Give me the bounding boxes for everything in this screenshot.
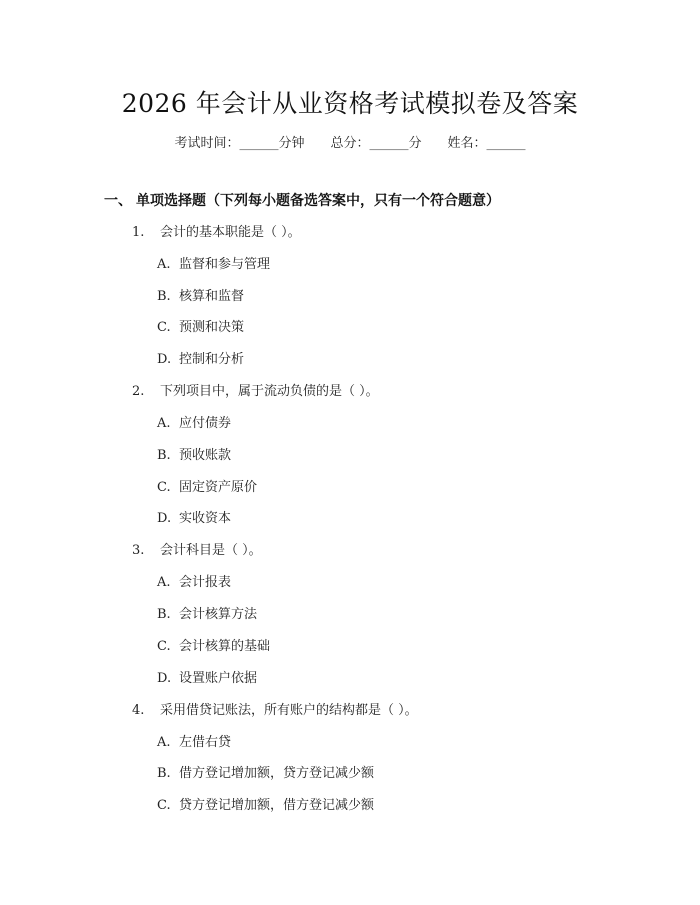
exam-info-line (0, 132, 700, 151)
answer-option (157, 352, 244, 368)
answer-option (157, 607, 257, 623)
question (132, 543, 262, 559)
question (132, 703, 418, 719)
option-text: 借方登记增加额，贷方登记减少额 (179, 766, 375, 781)
answer-option (157, 798, 374, 814)
option-text: 预收账款 (179, 448, 232, 463)
option-label: D. (157, 352, 172, 367)
answer-option (157, 671, 257, 687)
answer-option (157, 289, 244, 305)
option-text: 贷方登记增加额，借方登记减少额 (179, 798, 375, 813)
exam-total-score-field: 总分：______分 (330, 136, 422, 151)
answer-option (157, 511, 231, 527)
option-label: A. (157, 575, 171, 590)
exam-time-field: 考试时间：______分钟 (174, 136, 305, 151)
option-text: 核算和监督 (179, 289, 245, 304)
question (132, 225, 301, 241)
option-label: C. (157, 320, 171, 335)
option-text: 实收资本 (179, 511, 232, 526)
question (132, 384, 379, 400)
option-text: 会计核算方法 (179, 607, 258, 622)
document-title: 2026 年会计从业资格考试模拟卷及答案 (121, 89, 579, 118)
answer-option (157, 320, 244, 336)
option-label: D. (157, 671, 172, 686)
option-label: A. (157, 735, 171, 750)
exam-name-field: 姓名：______ (447, 136, 526, 151)
question-text: 会计的基本职能是（ ）。 (160, 225, 301, 240)
section-heading (104, 190, 500, 210)
option-text: 预测和决策 (179, 320, 245, 335)
answer-option (157, 257, 270, 273)
option-label: C. (157, 639, 171, 654)
option-text: 控制和分析 (179, 352, 245, 367)
option-text: 会计报表 (179, 575, 232, 590)
answer-option (157, 448, 231, 464)
answer-option (157, 735, 231, 751)
answer-option (157, 766, 374, 782)
question-text: 下列项目中，属于流动负债的是（ ）。 (160, 384, 379, 399)
option-text: 固定资产原价 (179, 480, 258, 495)
option-label: B. (157, 766, 171, 781)
option-text: 会计核算的基础 (179, 639, 271, 654)
question-number: 2. (132, 384, 145, 399)
option-label: C. (157, 480, 171, 495)
answer-option (157, 575, 231, 591)
option-text: 左借右贷 (179, 735, 232, 750)
option-label: B. (157, 607, 171, 622)
option-label: A. (157, 416, 171, 431)
question-number: 1. (132, 225, 145, 240)
option-label: B. (157, 448, 171, 463)
option-label: D. (157, 511, 172, 526)
question-text: 采用借贷记账法，所有账户的结构都是（ ）。 (160, 703, 418, 718)
question-number: 3. (132, 543, 145, 558)
section-title: 单项选择题（下列每小题备选答案中，只有一个符合题意） (136, 193, 500, 209)
option-label: C. (157, 798, 171, 813)
option-text: 监督和参与管理 (179, 257, 271, 272)
answer-option (157, 416, 231, 432)
question-number: 4. (132, 703, 145, 718)
question-text: 会计科目是（ ）。 (160, 543, 262, 558)
answer-option (157, 639, 270, 655)
answer-option (157, 480, 257, 496)
option-label: B. (157, 289, 171, 304)
section-number: 一、 (104, 193, 132, 209)
option-text: 应付债券 (179, 416, 232, 431)
option-label: A. (157, 257, 171, 272)
option-text: 设置账户依据 (179, 671, 258, 686)
